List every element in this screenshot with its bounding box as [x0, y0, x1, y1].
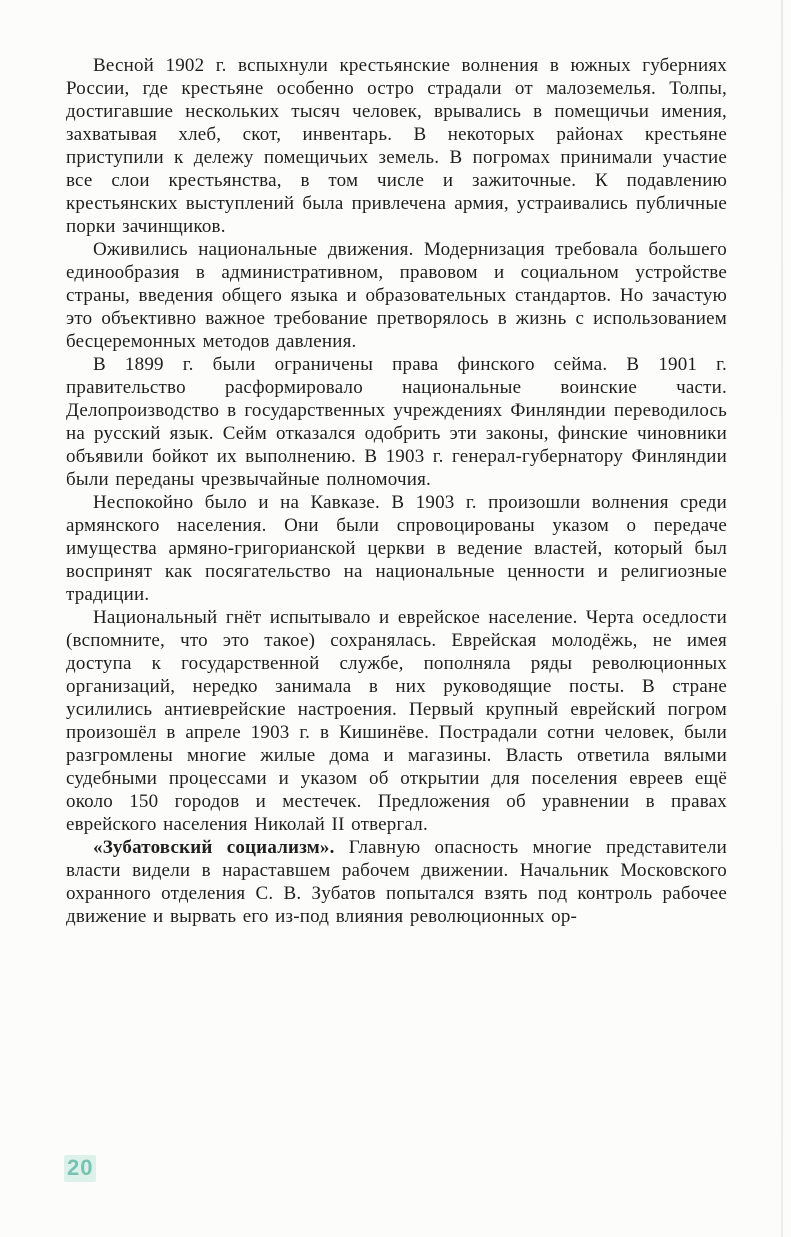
paragraph: Неспокойно было и на Кавказе. В 1903 г. произошли волнения среди армянского населения. Они были спровоцированы указом о передаче имущества армяно-григорианской церкви в ведение властей, который был воспринят как посягательство на национальные ценности и религиозные традиции.	[66, 492, 727, 605]
paragraph-lead: «Зубатовский социализм».	[93, 837, 349, 858]
page-number: 20	[64, 1155, 96, 1182]
text-block	[66, 54, 727, 928]
paragraph: «Зубатовский социализм». Главную опасность многие представители власти видели в нараставшем рабочем движении. Начальник Московского охранного отделения С. В. Зубатов попытался взять под контроль рабочее движение и вырвать его из-под влияния революционных ор-	[66, 837, 727, 927]
paragraph: Оживились национальные движения. Модернизация требовала большего единообразия в административном, правовом и социальном устройстве страны, введения общего языка и образовательных стандартов. Но зачастую это объективно важное требование претворялось в жизнь с использованием бесцеремонных методов давления.	[66, 239, 727, 352]
scan-edge-shadow	[781, 0, 783, 1237]
paragraph: Национальный гнёт испытывало и еврейское население. Черта оседлости (вспомните, что это такое) сохранялась. Еврейская молодёжь, не имея доступа к государственной службе, пополняла ряды революционных организаций, нередко занимала в них руководящие посты. В стране усилились антиеврейские настроения. Первый крупный еврейский погром произошёл в апреле 1903 г. в Кишинёве. Пострадали сотни человек, были разгромлены многие жилые дома и магазины. Власть ответила вялыми судебными процессами и указом об открытии для поселения евреев ещё около 150 городов и местечек. Предложения об уравнении в правах еврейского населения Николай II отвергал.	[66, 607, 727, 835]
paragraph: В 1899 г. были ограничены права финского сейма. В 1901 г. правительство расформировало национальные воинские части. Делопроизводство в государственных учреждениях Финляндии переводилось на русский язык. Сейм отказался одобрить эти законы, финские чиновники объявили бойкот их выполнению. В 1903 г. генерал-губернатору Финляндии были переданы чрезвычайные полномочия.	[66, 354, 727, 490]
paragraph: Весной 1902 г. вспыхнули крестьянские волнения в южных губерниях России, где крестьяне особенно остро страдали от малоземелья. Толпы, достигавшие нескольких тысяч человек, врывались в помещичьи имения, захватывая хлеб, скот, инвентарь. В некоторых районах крестьяне приступили к дележу помещичьих земель. В погромах принимали участие все слои крестьянства, в том числе и зажиточные. К подавлению крестьянских выступлений была привлечена армия, устраивались публичные порки зачинщиков.	[66, 55, 727, 237]
